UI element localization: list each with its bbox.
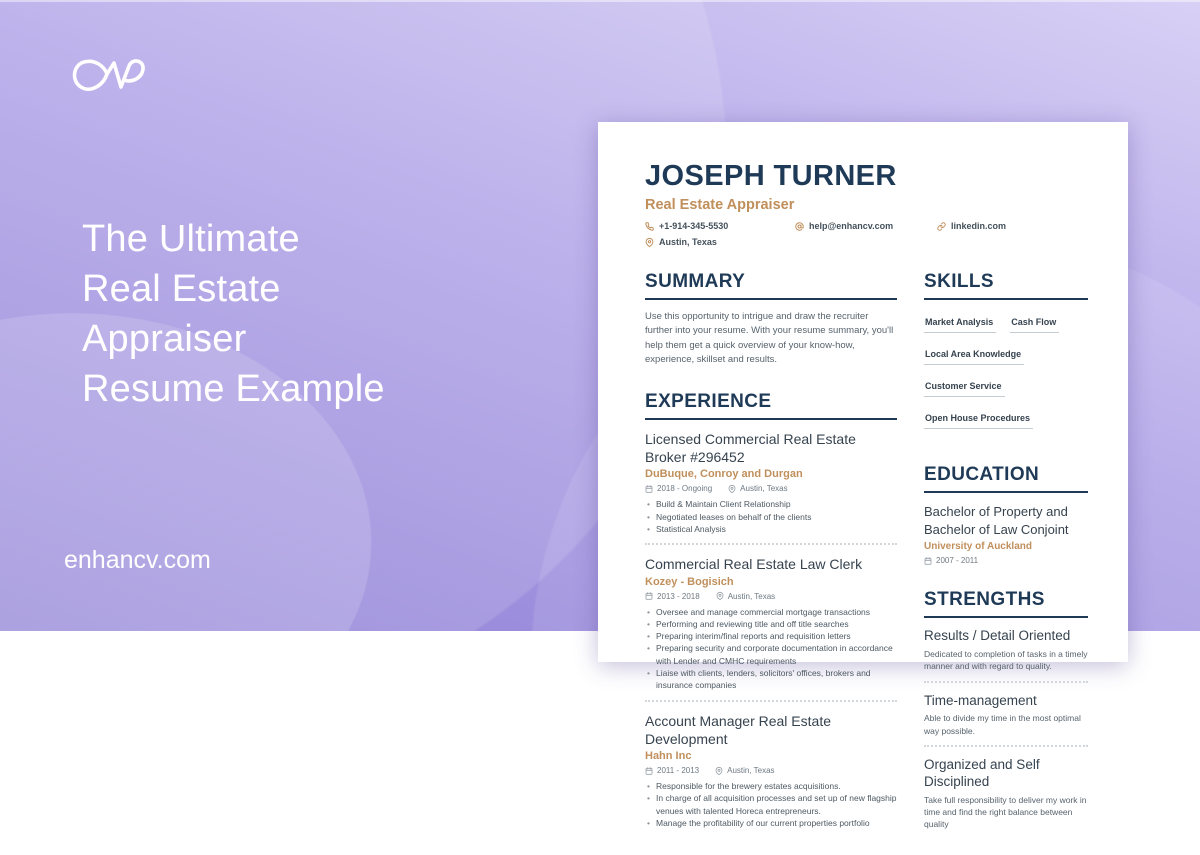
phone-icon	[645, 222, 654, 231]
job-title: Account Manager Real Estate Development	[645, 712, 831, 747]
headline-line: Appraiser	[82, 318, 247, 360]
education-section	[924, 464, 1088, 565]
strengths-section	[924, 589, 1088, 831]
resume-name: JOSEPH TURNER	[645, 160, 897, 192]
job-dates: 2011 - 2013	[645, 766, 699, 775]
headline-line: The Ultimate	[82, 218, 300, 260]
calendar-icon	[924, 557, 932, 565]
job-bullet: • Preparing interim/final reports and requisition letters	[645, 630, 897, 642]
job-bullet: • Liaise with clients, lenders, solicitors' offices, brokers and insurance companies	[645, 667, 897, 692]
job-bullet: • Statistical Analysis	[645, 523, 897, 535]
contact-linkedin	[937, 221, 1006, 231]
strength-title: Time-management	[924, 692, 1037, 708]
job-bullet: • Build & Maintain Client Relationship	[645, 498, 897, 510]
strength-title: Results / Detail Oriented	[924, 628, 1071, 644]
contact-phone-text: +1-914-345-5530	[659, 221, 729, 231]
contact-email	[795, 221, 937, 231]
education-degree: Bachelor of Property and Bachelor of Law Conjoint	[924, 504, 1069, 537]
job-location: Austin, Texas	[728, 484, 787, 493]
job-company: Hahn Inc	[645, 750, 692, 763]
job-bullet: • Preparing security and corporate documentation in accordance with Lender and CMHC requirements	[645, 642, 897, 667]
skill-tag: Market Analysis	[924, 317, 996, 333]
location-pin-icon	[645, 238, 654, 247]
experience-heading: EXPERIENCE	[645, 391, 897, 420]
education-school: University of Auckland	[924, 541, 1032, 553]
contact-location	[645, 237, 795, 247]
skill-tag: Customer Service	[924, 381, 1005, 397]
resume-card	[598, 122, 1128, 830]
summary-heading: SUMMARY	[645, 271, 897, 300]
skills-section	[924, 271, 1088, 440]
job-company: DuBuque, Conroy and Durgan	[645, 468, 803, 481]
experience-section	[645, 391, 897, 829]
enhancv-logo-icon	[66, 52, 150, 104]
experience-entry	[645, 555, 897, 701]
job-company: Kozey - Bogisich	[645, 575, 734, 588]
job-title: Commercial Real Estate Law Clerk	[645, 556, 863, 573]
job-bullet: • Performing and reviewing title and off title searches	[645, 618, 897, 630]
site-url: enhancv.com	[64, 546, 211, 574]
location-pin-icon	[716, 592, 724, 600]
job-bullet: • In charge of all acquisition processes and set up of new flagship venues with talented Horeca entrepreneurs.	[645, 792, 897, 817]
strength-item	[924, 693, 1088, 748]
location-pin-icon	[728, 485, 736, 493]
job-dates: 2018 - Ongoing	[645, 484, 712, 493]
email-at-icon	[795, 222, 804, 231]
skill-tag: Open House Procedures	[924, 413, 1033, 429]
hero-headline	[82, 214, 385, 414]
strength-title: Organized and Self Disciplined	[924, 757, 1040, 789]
job-dates: 2013 - 2018	[645, 592, 700, 601]
strength-text: Dedicated to completion of tasks in a timely manner and with regard to quality.	[924, 648, 1088, 672]
job-location: Austin, Texas	[715, 766, 774, 775]
headline-line: Resume Example	[82, 368, 385, 410]
headline-line: Real Estate	[82, 268, 281, 310]
education-dates: 2007 - 2011	[924, 556, 978, 565]
contact-row	[645, 221, 1088, 253]
job-bullet: • Oversee and manage commercial mortgage transactions	[645, 606, 897, 618]
location-pin-icon	[715, 767, 723, 775]
experience-entry	[645, 430, 897, 545]
contact-email-text: help@enhancv.com	[809, 221, 894, 231]
divider	[645, 700, 897, 702]
summary-text: Use this opportunity to intrigue and draw the recruiter further into your resume. With your resume summary, you'll help them get a quick overview of your know-how, experience, skillset and results.	[645, 311, 894, 365]
divider	[924, 745, 1088, 747]
resume-job-title: Real Estate Appraiser	[645, 197, 795, 213]
skill-tag: Local Area Knowledge	[924, 349, 1024, 365]
skill-tag: Cash Flow	[1010, 317, 1059, 333]
job-bullet: • Manage the profitability of our current properties portfolio	[645, 817, 897, 829]
strength-text: Able to divide my time in the most optimal way possible.	[924, 713, 1081, 736]
strength-item	[924, 757, 1088, 831]
divider	[924, 681, 1088, 683]
contact-location-text: Austin, Texas	[659, 237, 717, 247]
summary-section	[645, 271, 897, 367]
job-location: Austin, Texas	[716, 592, 775, 601]
calendar-icon	[645, 485, 653, 493]
education-heading: EDUCATION	[924, 464, 1088, 493]
experience-entry	[645, 712, 897, 830]
job-title: Licensed Commercial Real Estate Broker #296452	[645, 431, 856, 466]
contact-linkedin-text: linkedin.com	[951, 221, 1007, 231]
skills-heading: SKILLS	[924, 271, 1088, 300]
divider	[645, 543, 897, 545]
calendar-icon	[645, 767, 653, 775]
strength-item	[924, 628, 1088, 683]
job-bullet: • Negotiated leases on behalf of the clients	[645, 511, 897, 523]
calendar-icon	[645, 592, 653, 600]
strengths-heading: STRENGTHS	[924, 589, 1088, 618]
contact-phone	[645, 221, 795, 231]
job-bullet: • Responsible for the brewery estates acquisitions.	[645, 780, 897, 792]
link-icon	[937, 222, 946, 231]
strength-text: Take full responsibility to deliver my work in time and find the right balance between quality	[924, 794, 1087, 830]
